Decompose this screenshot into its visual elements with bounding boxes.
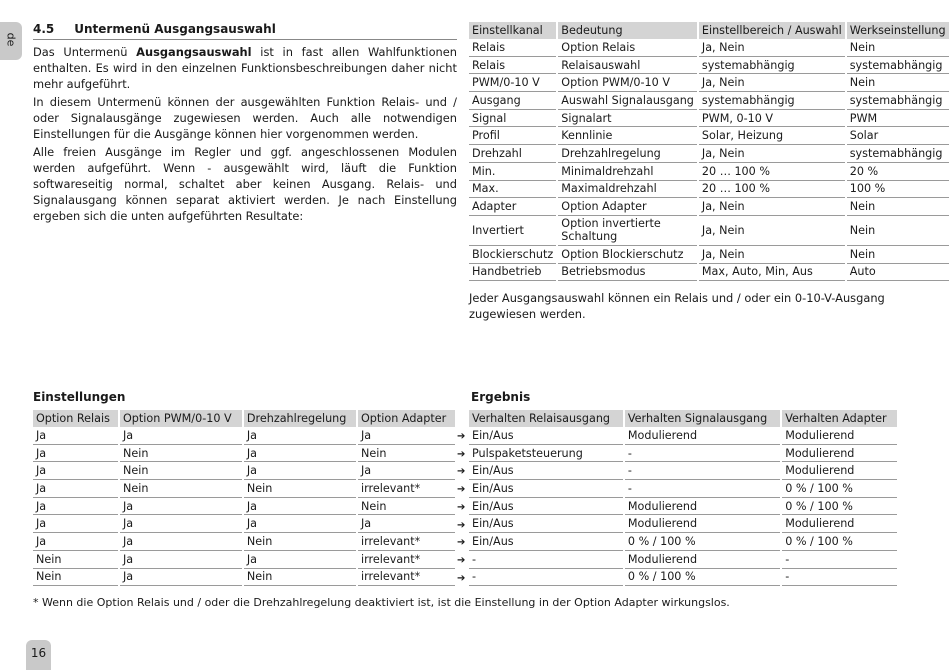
- page-number: 16: [26, 640, 51, 670]
- settings-table-cell: Ja: [33, 480, 118, 498]
- result-table-row: [469, 569, 897, 587]
- intro-p1-start: Das Untermenü: [33, 45, 137, 59]
- result-table-row: [469, 445, 897, 463]
- channel-table-header: Bedeutung: [558, 22, 697, 39]
- settings-table-cell: Ja: [358, 427, 455, 445]
- settings-table-cell: Ja: [120, 569, 242, 587]
- settings-table-header: Option Adapter: [358, 410, 455, 427]
- channel-table-cell: Ja, Nein: [699, 198, 845, 216]
- channel-table-cell: Ja, Nein: [699, 74, 845, 92]
- settings-table: [31, 410, 457, 586]
- channel-table-cell: Option invertierte Schaltung: [558, 216, 697, 246]
- result-table-cell: Modulierend: [625, 551, 780, 569]
- footnote: * Wenn die Option Relais und / oder die Drehzahlregelung deaktiviert ist, ist die Einstellung in der Option Adapter wirkungslos.: [33, 596, 730, 609]
- channel-table-cell: Betriebsmodus: [558, 264, 697, 282]
- settings-table-cell: Nein: [33, 569, 118, 587]
- settings-table-cell: Ja: [33, 515, 118, 533]
- channel-table-cell: 20 … 100 %: [699, 163, 845, 181]
- channel-table-cell: Handbetrieb: [469, 264, 556, 282]
- intro-paragraph-1: [33, 44, 457, 92]
- settings-table-cell: Nein: [358, 445, 455, 463]
- settings-table-cell: Nein: [120, 462, 242, 480]
- settings-table-row: [33, 427, 455, 445]
- arrow-right-icon: ➔: [457, 466, 466, 478]
- result-table-row: [469, 462, 897, 480]
- result-table-cell: Modulierend: [782, 427, 897, 445]
- channel-table-row: [469, 127, 949, 145]
- settings-table-cell: Ja: [120, 427, 242, 445]
- channel-table-cell: Option PWM/0-10 V: [558, 74, 697, 92]
- channel-table-cell: Ja, Nein: [699, 145, 845, 163]
- settings-table-cell: Ja: [120, 533, 242, 551]
- settings-table-cell: irrelevant*: [358, 480, 455, 498]
- channel-table-cell: Ja, Nein: [699, 39, 845, 57]
- channel-table-cell: 100 %: [847, 181, 949, 199]
- language-label: de: [4, 32, 18, 47]
- channel-table-row: [469, 110, 949, 128]
- channel-table-cell: Kennlinie: [558, 127, 697, 145]
- channel-table-cell: Solar, Heizung: [699, 127, 845, 145]
- settings-table-cell: Ja: [244, 445, 356, 463]
- channel-table-cell: Option Relais: [558, 39, 697, 57]
- settings-table-row: [33, 498, 455, 516]
- channel-table-cell: Nein: [847, 39, 949, 57]
- result-table-row: [469, 515, 897, 533]
- arrow-right-icon: ➔: [457, 448, 466, 460]
- settings-table-row: [33, 533, 455, 551]
- channel-table-cell: Signalart: [558, 110, 697, 128]
- settings-table-cell: Ja: [244, 551, 356, 569]
- settings-table-cell: Nein: [244, 569, 356, 587]
- settings-table-cell: Ja: [120, 515, 242, 533]
- result-table-header: Verhalten Signalausgang: [625, 410, 780, 427]
- settings-table-cell: irrelevant*: [358, 533, 455, 551]
- result-table-cell: Modulierend: [625, 515, 780, 533]
- arrow-right-icon: ➔: [457, 519, 466, 531]
- result-table-cell: Ein/Aus: [469, 427, 623, 445]
- result-table-cell: -: [625, 445, 780, 463]
- channel-table-cell: systemabhängig: [699, 57, 845, 75]
- channel-table-cell: Drehzahl: [469, 145, 556, 163]
- channel-table-cell: Ja, Nein: [699, 246, 845, 264]
- settings-table-row: [33, 480, 455, 498]
- channel-table-cell: Maximaldrehzahl: [558, 181, 697, 199]
- channel-table-cell: 20 … 100 %: [699, 181, 845, 199]
- channel-table-cell: Max, Auto, Min, Aus: [699, 264, 845, 282]
- result-table-cell: Ein/Aus: [469, 498, 623, 516]
- channel-table-cell: Minimaldrehzahl: [558, 163, 697, 181]
- settings-table-cell: Nein: [358, 498, 455, 516]
- settings-table-cell: Ja: [244, 498, 356, 516]
- settings-table-header: Option Relais: [33, 410, 118, 427]
- channel-table-cell: PWM, 0-10 V: [699, 110, 845, 128]
- channel-table: [467, 22, 950, 281]
- settings-table-cell: Nein: [120, 480, 242, 498]
- channel-table-row: [469, 264, 949, 282]
- settings-table-cell: Nein: [33, 551, 118, 569]
- result-table-cell: Ein/Aus: [469, 533, 623, 551]
- channel-table-cell: Drehzahlregelung: [558, 145, 697, 163]
- result-table-header: Verhalten Relaisausgang: [469, 410, 623, 427]
- channel-table-header: Werkseinstellung: [847, 22, 949, 39]
- intro-text: [33, 44, 457, 226]
- result-table-row: [469, 498, 897, 516]
- settings-table-cell: Ja: [33, 445, 118, 463]
- settings-table-cell: Nein: [244, 480, 356, 498]
- result-table-row: [469, 533, 897, 551]
- result-table-cell: Modulierend: [625, 427, 780, 445]
- channel-table-cell: Auto: [847, 264, 949, 282]
- channel-table-cell: Ausgang: [469, 92, 556, 110]
- result-table-cell: Ein/Aus: [469, 462, 623, 480]
- channel-table-cell: systemabhängig: [699, 92, 845, 110]
- result-table-header: Verhalten Adapter: [782, 410, 897, 427]
- channel-table-cell: Profil: [469, 127, 556, 145]
- result-table-cell: 0 % / 100 %: [782, 498, 897, 516]
- channel-table-header: Einstellbereich / Auswahl: [699, 22, 845, 39]
- result-table-cell: Pulspaketsteuerung: [469, 445, 623, 463]
- settings-table-cell: Ja: [33, 498, 118, 516]
- channel-table-cell: Relaisauswahl: [558, 57, 697, 75]
- settings-table-row: [33, 515, 455, 533]
- channel-table-cell: Nein: [847, 246, 949, 264]
- settings-table-row: [33, 445, 455, 463]
- channel-table-row: [469, 181, 949, 199]
- channel-table-cell: Max.: [469, 181, 556, 199]
- section-title: Untermenü Ausgangsauswahl: [74, 22, 276, 36]
- result-table-cell: -: [782, 569, 897, 587]
- settings-table-cell: Ja: [358, 462, 455, 480]
- channel-table-cell: systemabhängig: [847, 145, 949, 163]
- channel-table-cell: Min.: [469, 163, 556, 181]
- result-table-cell: Modulierend: [782, 515, 897, 533]
- section-number: 4.5: [33, 22, 55, 36]
- channel-table-header: Einstellkanal: [469, 22, 556, 39]
- settings-table-cell: Ja: [120, 498, 242, 516]
- result-table-cell: Ein/Aus: [469, 480, 623, 498]
- intro-p1-end: ist in fast allen Wahlfunktionen enthalten. Es wird in den einzelnen Funktionsbeschreibungen daher nicht mehr aufgeführt.: [33, 45, 457, 91]
- settings-table-cell: Ja: [358, 515, 455, 533]
- channel-table-cell: systemabhängig: [847, 57, 949, 75]
- channel-table-row: [469, 198, 949, 216]
- channel-table-row: [469, 92, 949, 110]
- channel-table-cell: Option Adapter: [558, 198, 697, 216]
- result-table-cell: -: [469, 551, 623, 569]
- result-table-row: [469, 427, 897, 445]
- result-table-cell: Modulierend: [625, 498, 780, 516]
- channel-table-row: [469, 145, 949, 163]
- settings-heading: Einstellungen: [33, 390, 126, 404]
- result-table-cell: 0 % / 100 %: [782, 533, 897, 551]
- channel-table-cell: Solar: [847, 127, 949, 145]
- result-table-row: [469, 480, 897, 498]
- result-table-cell: -: [625, 480, 780, 498]
- settings-table-cell: Ja: [33, 427, 118, 445]
- intro-paragraph-2: In diesem Untermenü können der ausgewählten Funktion Relais- und / oder Signalausgänge zugewiesen werden. Auch alle notwendigen Einstellungen für die Ausgänge können hier vorgenommen werden.: [33, 95, 457, 141]
- settings-table-cell: Ja: [244, 462, 356, 480]
- channel-table-cell: Nein: [847, 198, 949, 216]
- result-table-cell: Modulierend: [782, 462, 897, 480]
- result-table-cell: 0 % / 100 %: [625, 533, 780, 551]
- channel-table-cell: Nein: [847, 216, 949, 246]
- result-heading: Ergebnis: [471, 390, 531, 404]
- channel-table-cell: PWM/0-10 V: [469, 74, 556, 92]
- result-table: [467, 410, 899, 586]
- settings-table-cell: irrelevant*: [358, 551, 455, 569]
- channel-table-cell: Signal: [469, 110, 556, 128]
- settings-table-row: [33, 462, 455, 480]
- settings-table-header: Option PWM/0-10 V: [120, 410, 242, 427]
- channel-table-row: [469, 216, 949, 246]
- channel-table-cell: Option Blockierschutz: [558, 246, 697, 264]
- settings-table-cell: Ja: [120, 551, 242, 569]
- channel-table-row: [469, 57, 949, 75]
- settings-table-cell: Nein: [244, 533, 356, 551]
- result-table-cell: Modulierend: [782, 445, 897, 463]
- channel-table-cell: Relais: [469, 57, 556, 75]
- arrow-right-icon: ➔: [457, 501, 466, 513]
- channel-table-cell: systemabhängig: [847, 92, 949, 110]
- result-table-row: [469, 551, 897, 569]
- arrow-right-icon: ➔: [457, 572, 466, 584]
- channel-table-cell: Auswahl Signalausgang: [558, 92, 697, 110]
- channel-table-row: [469, 246, 949, 264]
- result-table-cell: 0 % / 100 %: [782, 480, 897, 498]
- result-table-cell: -: [782, 551, 897, 569]
- settings-table-cell: Ja: [244, 515, 356, 533]
- settings-table-cell: Ja: [33, 462, 118, 480]
- channel-table-cell: Invertiert: [469, 216, 556, 246]
- channel-table-cell: PWM: [847, 110, 949, 128]
- arrow-right-icon: ➔: [457, 554, 466, 566]
- result-table-cell: -: [469, 569, 623, 587]
- channel-table-cell: Ja, Nein: [699, 216, 845, 246]
- channel-table-cell: 20 %: [847, 163, 949, 181]
- channel-table-row: [469, 39, 949, 57]
- channel-table-cell: Adapter: [469, 198, 556, 216]
- intro-p1-bold: Ausgangsauswahl: [136, 45, 252, 59]
- language-tab: [0, 22, 22, 60]
- settings-table-header: Drehzahlregelung: [244, 410, 356, 427]
- channel-table-cell: Relais: [469, 39, 556, 57]
- arrow-right-icon: ➔: [457, 431, 466, 442]
- result-table-cell: -: [625, 462, 780, 480]
- result-table-cell: Ein/Aus: [469, 515, 623, 533]
- settings-table-cell: Ja: [33, 533, 118, 551]
- settings-table-cell: irrelevant*: [358, 569, 455, 587]
- channel-table-cell: Blockierschutz: [469, 246, 556, 264]
- intro-paragraph-3: Alle freien Ausgänge im Regler und ggf. angeschlossenen Modulen werden aufgeführt. Wenn - ausgewählt wird, läuft die Funktion softwareseitig normal, schaltet aber keinen Ausgang. Relais- und Signalausgang können separat aktiviert werden. Je nach Einstellung ergeben sich die unten aufgeführten Resultate:: [33, 145, 457, 223]
- arrow-right-icon: ➔: [457, 537, 466, 549]
- channel-note: Jeder Ausgangsauswahl können ein Relais und / oder ein 0-10-V-Ausgang zugewiesen werden.: [469, 291, 885, 321]
- settings-table-cell: Ja: [244, 427, 356, 445]
- section-heading: [33, 22, 457, 40]
- arrow-right-icon: ➔: [457, 484, 466, 496]
- channel-table-row: [469, 163, 949, 181]
- settings-table-row: [33, 551, 455, 569]
- result-table-cell: 0 % / 100 %: [625, 569, 780, 587]
- channel-table-cell: Nein: [847, 74, 949, 92]
- settings-table-row: [33, 569, 455, 587]
- channel-table-row: [469, 74, 949, 92]
- settings-table-cell: Nein: [120, 445, 242, 463]
